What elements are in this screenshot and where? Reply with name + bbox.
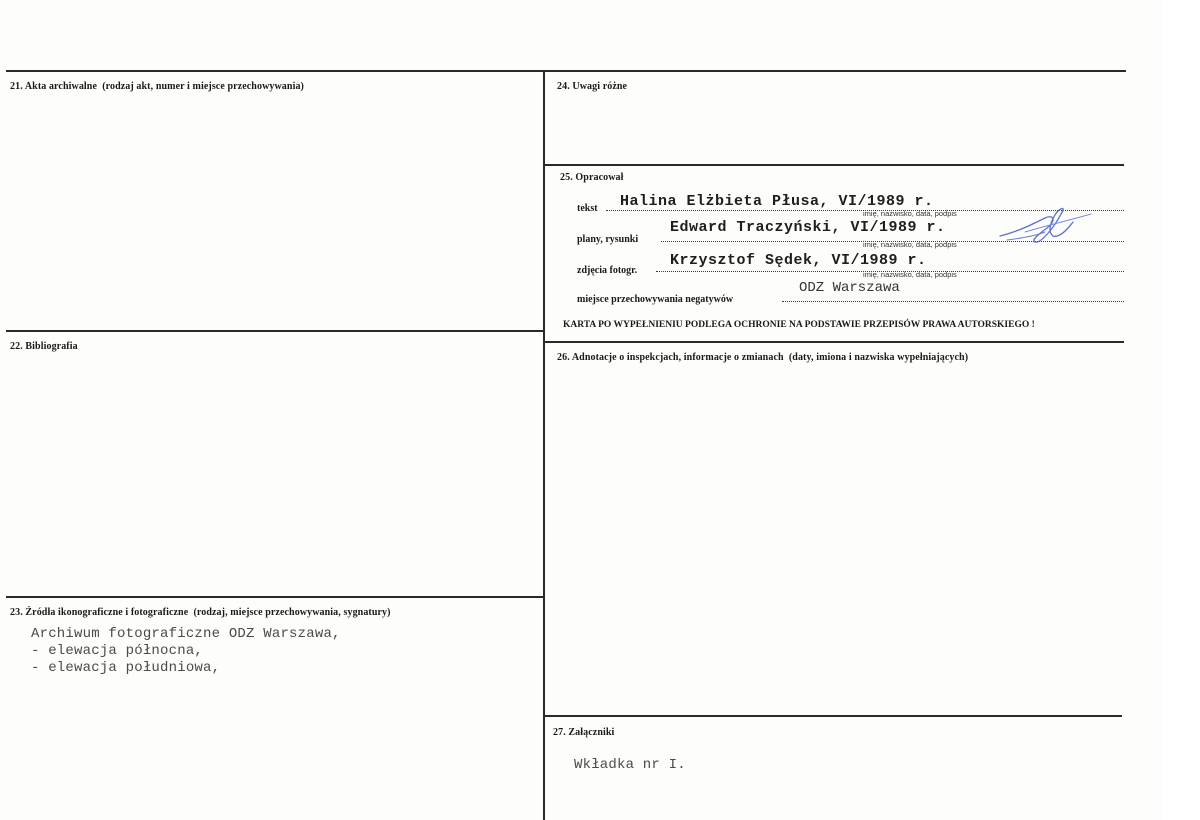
- section-22-label: 22. Bibliografia: [10, 341, 78, 352]
- rule-24-25: [544, 164, 1124, 166]
- rule-25-26: [544, 341, 1124, 343]
- section-23-label: 23. Źródła ikonograficzne i fotograficzne (rodzaj, miejsce przechowywania, sygnatury): [10, 607, 391, 618]
- section-25-label: 25. Opracował: [560, 172, 624, 183]
- rule-26-27: [544, 715, 1122, 717]
- section-27-value: Wkładka nr I.: [574, 757, 686, 773]
- field-tekst-label: tekst: [577, 203, 598, 214]
- center-divider: [543, 70, 545, 820]
- top-rule: [6, 70, 1126, 72]
- section-21-label: 21. Akta archiwalne (rodzaj akt, numer i miejsce przechowywania): [10, 81, 304, 92]
- signature-icon: [995, 202, 1095, 248]
- section-26-label: 26. Adnotacje o inspekcjach, informacje o zmianach (daty, imiona i nazwiska wypełniających): [557, 352, 969, 363]
- field-zdjecia-label: zdjęcia fotogr.: [577, 265, 638, 276]
- section-23-line-3: - elewacja południowa,: [31, 660, 221, 676]
- field-zdjecia-hint: imię, nazwisko, data, podpis: [863, 270, 957, 279]
- section-23-line-1: Archiwum fotograficzne ODZ Warszawa,: [31, 626, 341, 642]
- rule-21-22: [6, 330, 544, 332]
- field-plany-hint: imię, nazwisko, data, podpis: [863, 240, 957, 249]
- field-tekst-value: Halina Elżbieta Płusa, VI/1989 r.: [620, 193, 934, 210]
- field-plany-label: plany, rysunki: [577, 234, 639, 245]
- scan-margin: [1162, 0, 1200, 820]
- field-tekst-hint: imię, nazwisko, data, podpis: [863, 209, 957, 218]
- rule-22-23: [6, 596, 544, 598]
- section-27-label: 27. Załączniki: [553, 727, 615, 738]
- field-zdjecia-value: Krzysztof Sędek, VI/1989 r.: [670, 252, 927, 269]
- copyright-notice: KARTA PO WYPEŁNIENIU PODLEGA OCHRONIE NA PODSTAWIE PRZEPISÓW PRAWA AUTORSKIEGO !: [563, 320, 1035, 330]
- section-24-label: 24. Uwagi różne: [557, 81, 628, 92]
- field-negatywy-line: [782, 301, 1124, 302]
- field-negatywy-value: ODZ Warszawa: [799, 280, 900, 296]
- section-23-line-2: - elewacja północna,: [31, 643, 204, 659]
- field-plany-value: Edward Traczyński, VI/1989 r.: [670, 219, 946, 236]
- field-negatywy-label: miejsce przechowywania negatywów: [577, 294, 734, 305]
